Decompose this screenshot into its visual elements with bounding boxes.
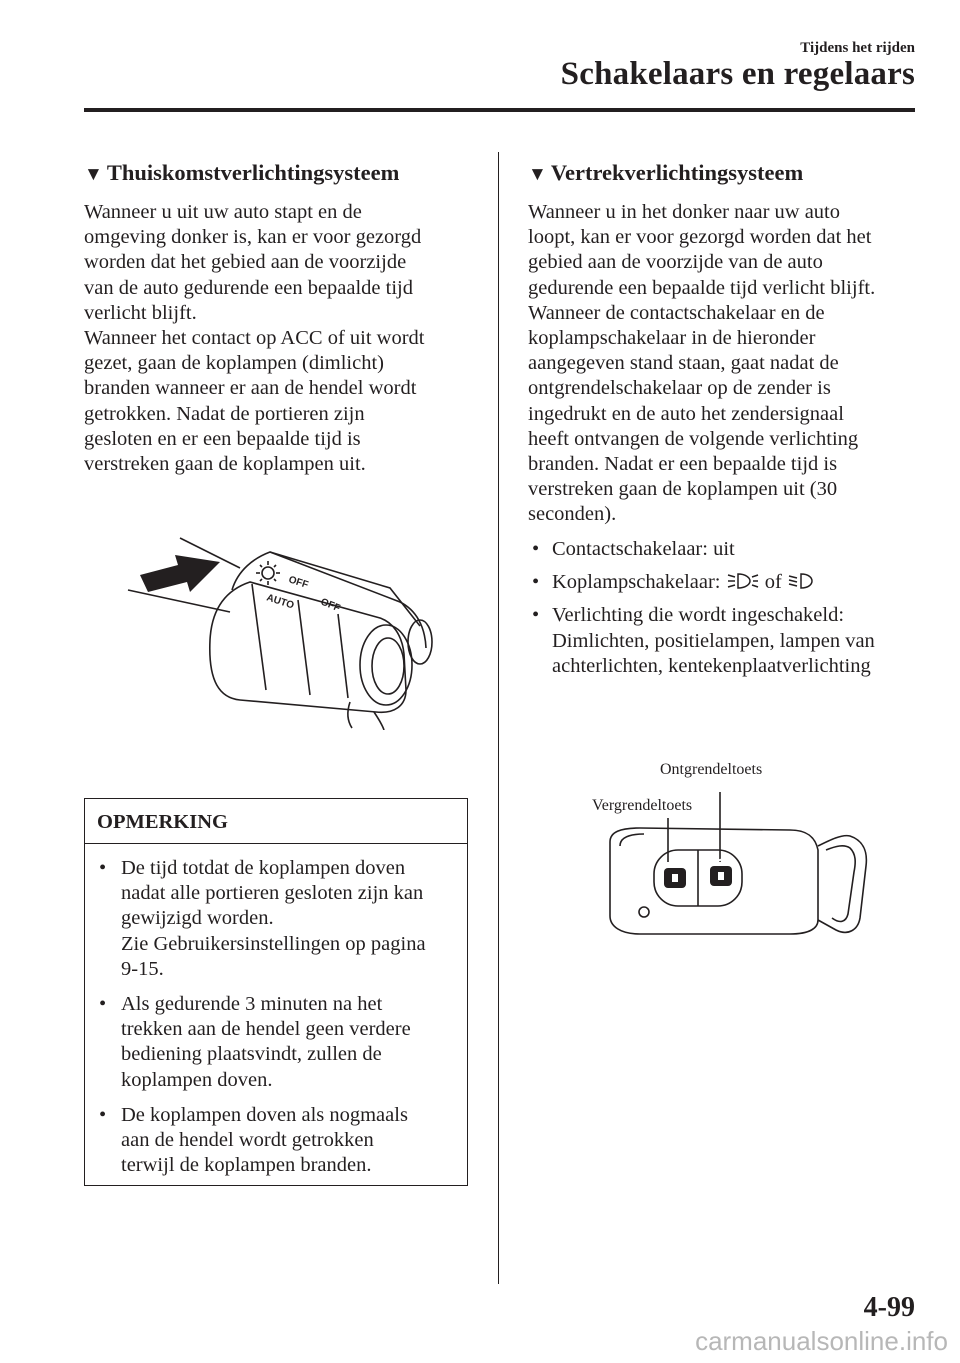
conditions-list	[528, 537, 928, 687]
text-line: gezet, gaan de koplampen (dimlicht)	[84, 352, 384, 375]
thuiskomst-paragraph	[84, 200, 425, 477]
text-line: loopt, kan er voor gezorgd worden dat het	[528, 226, 872, 249]
chapter-title: Schakelaars en regelaars	[560, 56, 915, 92]
unlock-icon	[710, 860, 732, 886]
note-list	[85, 844, 467, 1178]
heading-thuiskomst	[84, 160, 399, 186]
text-line: van de auto gedurende een bepaalde tijd	[84, 276, 413, 299]
light-stalk-illustration	[120, 530, 450, 730]
triangle-icon: ▼	[84, 164, 103, 185]
header-rule	[84, 108, 915, 112]
text-line: of	[764, 571, 782, 594]
text-line: gesloten en er een bepaalde tijd is	[84, 427, 361, 450]
text-line: Wanneer het contact op ACC of uit wordt	[84, 327, 425, 350]
bullet-verlichting	[528, 603, 928, 679]
text-line: • De koplampen doven als nogmaals	[121, 1103, 408, 1126]
stalk-label-off-2: OFF	[318, 596, 342, 615]
heading-vertrek	[528, 160, 803, 186]
position-lamp-icon	[726, 571, 760, 591]
vertrek-paragraph	[528, 200, 875, 528]
key-fob-illustration	[580, 750, 880, 960]
note-item	[97, 992, 459, 1093]
text-line: trekken aan de hendel geen verdere	[121, 1018, 411, 1041]
lock-label: Vergrendeltoets	[592, 797, 693, 814]
text-line: terwijl de koplampen branden.	[121, 1154, 372, 1177]
page-number: 4-99	[863, 1292, 915, 1323]
text-line: verstreken gaan de koplampen uit (30	[528, 478, 838, 501]
bullet-contact	[528, 537, 928, 562]
lock-icon	[664, 868, 686, 888]
watermark: carmanualsonline.info	[695, 1326, 948, 1356]
text-line: omgeving donker is, kan er voor gezorgd	[84, 226, 422, 249]
unlock-label: Ontgrendeltoets	[660, 761, 763, 778]
note-item	[97, 1103, 459, 1179]
text-line: worden dat het gebied aan de voorzijde	[84, 251, 407, 274]
text-line: nadat alle portieren gesloten zijn kan	[121, 882, 424, 905]
text-line: koplampen doven.	[121, 1068, 273, 1091]
stalk-label-auto: AUTO	[265, 592, 296, 612]
sun-rays	[256, 561, 280, 585]
text-line: • De tijd totdat de koplampen doven	[121, 857, 406, 879]
triangle-icon: ▼	[528, 164, 547, 185]
text-line: gewijzigd worden.	[121, 907, 274, 930]
text-line: bediening plaatsvindt, zullen de	[121, 1043, 382, 1066]
text-line: branden wanneer er aan de hendel wordt	[84, 377, 417, 400]
bullet-koplamp	[528, 570, 928, 595]
text-line: Wanneer u in het donker naar uw auto	[528, 201, 840, 223]
text-line: seconden).	[528, 503, 617, 526]
text-line: Dimlichten, positielampen, lampen van	[552, 629, 875, 652]
text-line: ontgrendelschakelaar op de zender is	[528, 377, 831, 400]
sun-icon	[262, 567, 274, 579]
text-line: ingedrukt en de auto het zendersignaal	[528, 402, 844, 425]
heading-text: Thuiskomstverlichtingsysteem	[106, 160, 400, 185]
note-item	[97, 856, 459, 982]
text-line: branden. Nadat er een bepaalde tijd is	[528, 453, 838, 476]
text-line: koplampschakelaar in de hieronder	[528, 327, 816, 350]
text-line: Wanneer de contactschakelaar en de	[528, 301, 825, 324]
pull-arrow-icon	[140, 555, 220, 592]
text-line: • Verlichting die wordt ingeschakeld:	[552, 604, 845, 627]
note-title: OPMERKING	[85, 799, 467, 844]
text-line: aangegeven stand staan, gaat nadat de	[528, 352, 839, 375]
stalk-label-off: OFF	[287, 574, 310, 592]
low-beam-icon	[787, 571, 813, 591]
text-line: gedurende een bepaalde tijd verlicht blijft.	[528, 276, 876, 299]
text-line: verstreken gaan de koplampen uit.	[84, 453, 366, 476]
text-line: gebied aan de voorzijde van de auto	[528, 251, 823, 274]
text-line: getrokken. Nadat de portieren zijn	[84, 402, 365, 425]
text-line: Wanneer u uit uw auto stapt en de	[84, 201, 362, 223]
text-line: • Als gedurende 3 minuten na het	[121, 993, 383, 1016]
text-line: achterlichten, kentekenplaatverlichting	[552, 654, 871, 677]
column-divider	[498, 152, 499, 1284]
heading-text: Vertrekverlichtingsysteem	[550, 160, 804, 185]
text-line: Koplampschakelaar:	[552, 571, 721, 594]
text-line: verlicht blijft.	[84, 301, 197, 324]
text-line: Contactschakelaar: uit	[552, 538, 735, 560]
text-line: 9-15.	[121, 957, 164, 980]
text-line: aan de hendel wordt getrokken	[121, 1129, 374, 1152]
text-line: heeft ontvangen de volgende verlichting	[528, 427, 859, 450]
note-box	[84, 798, 468, 1186]
section-title: Tijdens het rijden	[800, 40, 915, 56]
text-line: Zie Gebruikersinstellingen op pagina	[121, 932, 426, 955]
